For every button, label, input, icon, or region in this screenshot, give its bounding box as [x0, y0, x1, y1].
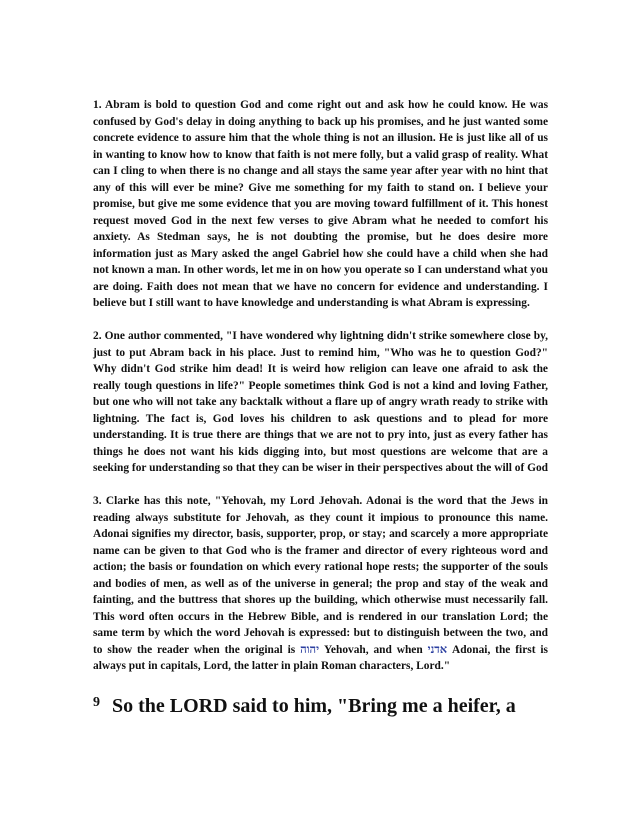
- verse-line: [93, 690, 593, 719]
- paragraph-3-text-after: Adonai, the first is always put in capitals, Lord, the latter in plain Roman characters, Lord.": [93, 643, 548, 672]
- paragraph-3-text-before: 3. Clarke has this note, "Yehovah, my Lord Jehovah. Adonai is the word that the Jews in reading always substitute for Jehovah, as they count it impious to pronounce this name. Adonai signifies my director, basis, supporter, prop, or stay; and scarcely a more appropriate name can be given to that God who is the framer and director of every righteous word and action; the basis or foundation on which every rational hope rests; the supporter of the souls and bodies of men, as well as of the universe in general; the prop and stay of the weak and fainting, and the buttress that shores up the building, which otherwise must necessarily fall. This word often occurs in the Hebrew Bible, and is rendered in our translation Lord; the same term by which the word Jehovah is expressed: but to distinguish between the two, and to show the reader when the original is: [93, 495, 548, 656]
- verse-text: So the LORD said to him, "Bring me a heifer, a: [112, 695, 516, 717]
- paragraph-3: [93, 493, 548, 675]
- verse-number: 9: [93, 695, 100, 710]
- commentary-text: [93, 97, 548, 691]
- hebrew-adonai: אדני: [427, 643, 448, 656]
- paragraph-3-text-middle: Yehovah, and when: [319, 643, 428, 656]
- hebrew-yhwh: יהוה: [300, 643, 320, 656]
- paragraph-2: 2. One author commented, "I have wondered why lightning didn't strike somewhere close by, just to put Abram back in his place. Just to remind him, "Who was he to question God?" Why didn't God strike him dead! It is weird how religion can leave one afraid to ask the really tough questions in life?" People sometimes think God is not a kind and loving Father, but one who will not take any backtalk without a flare up of angry wrath ready to strike with lightning. The fact is, God loves his children to ask questions and to plead for more understanding. It is true there are things that we are not to pry into, just as every father has things he does not want his kids digging into, but most questions are welcome that are a seeking for understanding so that they can be wiser in their perspectives about the will of God: [93, 330, 549, 474]
- paragraph-1: 1. Abram is bold to question God and come right out and ask how he could know. He was confused by God's delay in doing anything to back up his promises, and he just wanted some concrete evidence to assure him that the whole thing is not an illusion. He is just like all of us in wanting to know how to know that faith is not mere folly, but a valid grasp of reality. What can I cling to when there is no change and all stays the same year after year with no hint that any of this will ever be mine? Give me something for my faith to stand on. I believe your promise, but give me some evidence that you are moving toward fulfillment of it. This honest request moved God in the next few verses to give Abram what he needed to comfort his anxiety. As Stedman says, he is not doubting the promise, but he does desire more information just as Mary asked the angel Gabriel how she could have a child when she had not known a man. In other words, let me in on how you operate so I can understand what you are doing. Faith does not mean that we have no concern for evidence and understanding. I believe but I still want to have knowledge and understanding is what Abram is expressing.: [93, 99, 548, 309]
